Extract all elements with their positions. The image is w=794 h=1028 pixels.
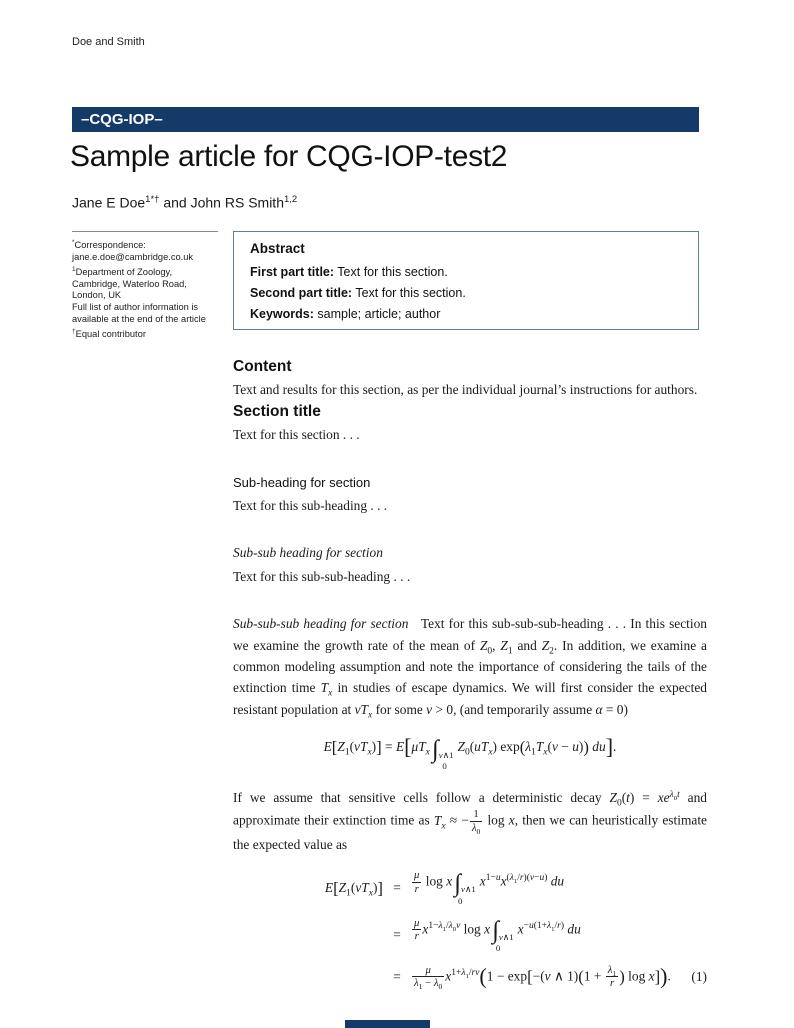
correspondence-line: Cambridge, Waterloo Road, (72, 278, 187, 289)
section-paragraph: Text for this section . . . (233, 427, 360, 443)
correspondence-line: Full list of author information is (72, 302, 199, 313)
display-equation: $E[Z_1(vT_x)] = E[\mu T_x\int$ v∧1 0 $Z_0(uT_x) \exp(\lambda_1T_x(v - u))$ du]. (323, 734, 617, 771)
correspondence-email: jane.e.doe@cambridge.co.uk (72, 251, 194, 262)
abstract-row-label: First part title: (250, 265, 335, 279)
article-title: Sample article for CQG-IOP-test2 (70, 140, 508, 173)
content-heading: Content (233, 358, 292, 375)
equation-row (233, 964, 707, 990)
abstract-row-text: sample; article; author (313, 307, 441, 321)
abstract-row-text: Text for this section. (334, 265, 448, 279)
equals-sign: = (393, 880, 401, 896)
correspondence-line: London, UK (72, 290, 122, 301)
subsubsection-paragraph: Text for this sub-sub-heading . . . (233, 568, 411, 584)
equation-row (233, 869, 707, 906)
running-head: Doe and Smith (72, 36, 145, 48)
abstract-box (233, 231, 699, 330)
correspondence-note (72, 231, 218, 341)
subsubsub-paragraph: Sub-sub-sub heading for section Text for this sub-sub-sub-heading . . . In this section we examine the growth rate of the mean of $Z_0$, $Z_1$ and $Z_2$. In addition, we examine a common modeling assumption and note the importance of considering the tails of the extinction time $T_x$ in studies of escape dynamics. We will first consider the expected resistant population at $vT_x$ for some v > 0, (and temporarily assume α = 0) (233, 616, 707, 721)
authors-line: Jane E Doe$^{1*\dagger}$ and John RS Smith$^{1,2}$ (72, 194, 298, 211)
correspondence-line: *Correspondence: (72, 239, 146, 251)
equals-sign: = (393, 927, 401, 943)
subsection-paragraph: Text for this sub-heading . . . (233, 498, 388, 514)
abstract-row (250, 286, 682, 300)
correspondence-line: †Equal contributor (72, 327, 146, 339)
abstract-row-label: Keywords: (250, 307, 314, 321)
abstract-row (250, 265, 682, 279)
abstract-row-label: Second part title: (250, 286, 353, 300)
content-paragraph: Text and results for this section, as per the individual journal’s instructions for authors. (233, 382, 698, 398)
equation-rhs: $\frac{\mu}{\lambda_1 - \lambda_0}$ $x^{1+\lambda_1/rv}(1 - \exp[-(v$ ∧ 1)(1 + $\frac{\lambda_1}{r}$ ) log x]). (414, 963, 671, 992)
equation-rhs: $\frac{\mu}{r}$ $x^{1-\lambda_1/\lambda_0v}$ log x∫ v∧1 0 $x^{-u(1+\lambda_1/r)}$ du (414, 916, 581, 953)
equation-number: (1) (691, 968, 707, 984)
equation-array (233, 869, 707, 992)
subsubsection-heading: Sub-sub heading for section (233, 545, 383, 561)
equation-rhs: $\frac{\mu}{r}$ log x∫ v∧1 0 $x^{1-u}x^{(\lambda_1/r)(v-u)}$ du (414, 869, 565, 906)
subsection-heading: Sub-heading for section (233, 474, 371, 490)
equation-lhs: $E[Z_1(vT_x)]$ (324, 878, 383, 899)
journal-banner-label: –CQG-IOP– (81, 111, 163, 128)
decay-paragraph: If we assume that sensitive cells follow a deterministic decay $Z_0(t) = xe^{\lambda_0t}$ and approximate their extinction time as $T_x$ ≈ − $\frac{1}{\lambda_0}$ log x, then we can heuristically estimate the expected value as (233, 789, 707, 853)
equation-row (233, 917, 707, 954)
footer-bar (345, 1020, 430, 1028)
abstract-row-text: Text for this section. (352, 286, 466, 300)
equals-sign: = (393, 968, 401, 984)
abstract-heading: Abstract (250, 241, 305, 256)
journal-banner (72, 107, 699, 132)
section-heading: Section title (233, 402, 321, 420)
correspondence-line: available at the end of the article (72, 313, 206, 324)
correspondence-line: $^1$Department of Zoology, (72, 265, 173, 277)
article-body (233, 356, 707, 999)
abstract-row (250, 307, 682, 321)
